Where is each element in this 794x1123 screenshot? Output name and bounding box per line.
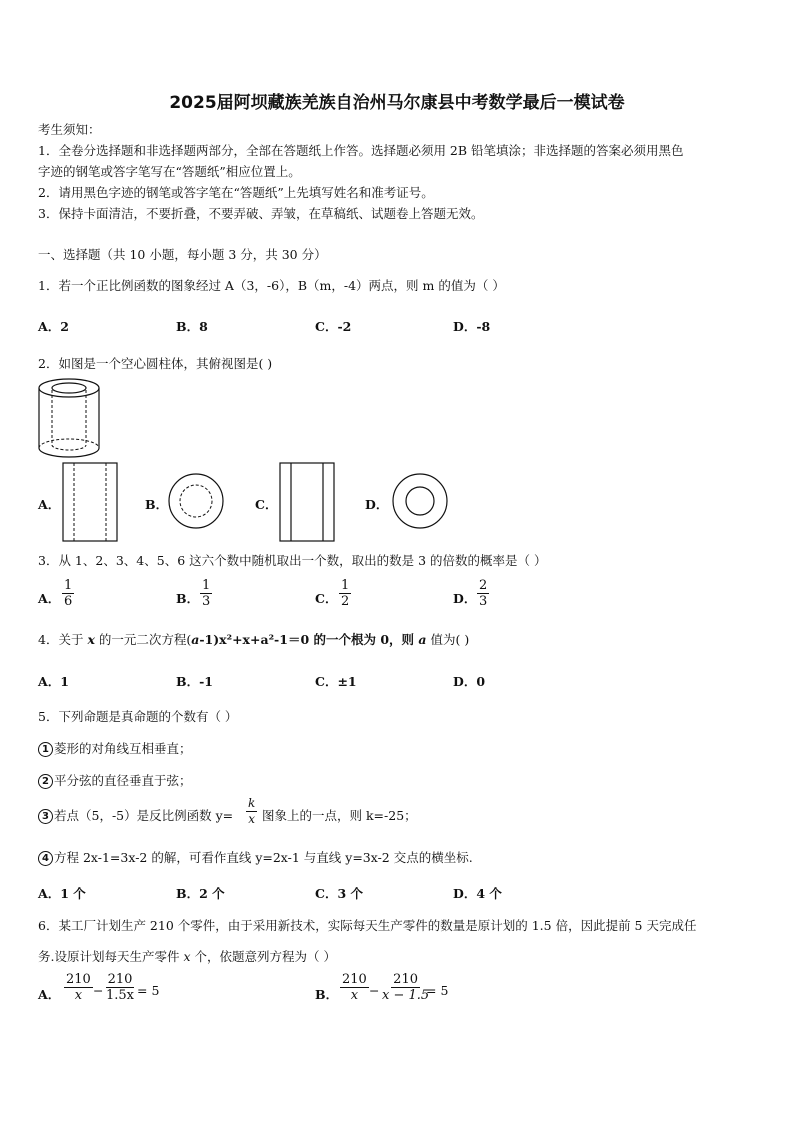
circled-number-icon: 1 [38,742,53,757]
q2-option-c-label[interactable]: C． [255,497,278,512]
q5-statement-3-post: 图象上的一点，则 k=-25； [262,808,417,823]
fraction-denominator: 3 [479,594,488,609]
question-1-stem: 1．若一个正比例函数的图象经过 A（3，-6），B（m，-4）两点，则 m 的值为（ ） [38,278,505,293]
q6-option-b-fraction-1[interactable] [340,972,369,1003]
section-heading: 一、选择题（共 10 小题，每小题 3 分，共 30 分） [38,247,327,262]
fraction-denominator: 6 [64,594,73,609]
fraction-denominator: 2 [341,594,350,609]
q2-option-d-figure[interactable] [391,472,449,530]
q2-option-b-label[interactable]: B． [145,497,169,512]
q4-stem-pre: 4．关于 [38,632,88,647]
fraction-numerator: 210 [342,972,367,987]
q2-option-c-figure[interactable] [279,462,335,542]
fraction-denominator: 1.5x [106,988,135,1003]
q6-option-b-rhs: = 5 [426,983,449,998]
fraction-numerator: 1 [202,578,211,593]
question-6-stem-line-2 [38,947,336,965]
question-6-stem-line-1: 6．某工厂计划生产 210 个零件，由于采用新技术，实际每天生产零件的数量是原计划的 1.5 倍，因此提前 5 天完成任 [38,918,697,933]
q2-option-a-figure[interactable] [62,462,118,542]
fraction-numerator: 210 [393,972,418,987]
q6-stem2-post: 个，依题意列方程为（ ） [190,949,336,964]
q3-option-d-fraction[interactable] [477,578,489,609]
q6-option-b-fraction-2[interactable] [380,972,431,1003]
notice-line-3: 3．保持卡面清洁，不要折叠，不要弄破、弄皱，在草稿纸、试题卷上答题无效。 [38,206,484,221]
q4-stem-variable-x: x [87,632,95,647]
q5-statement-3-pre: 若点（5，-5）是反比例函数 y= [54,808,234,823]
question-5-stem: 5．下列命题是真命题的个数有（ ） [38,709,238,724]
question-3-stem: 3．从 1、2、3、4、5、6 这六个数中随机取出一个数，取出的数是 3 的倍数的概率是（ ） [38,553,547,568]
q2-option-a-label[interactable]: A． [38,497,61,512]
notice-line-2: 2．请用黑色字迹的钢笔或答字笔在“答题纸”上先填写姓名和准考证号。 [38,185,434,200]
fraction-numerator: 1 [341,578,350,593]
q3-option-d-label[interactable]: D． [453,591,477,606]
q5-statement-2-text: 平分弦的直径垂直于弦； [54,773,192,788]
minus-sign: − [93,983,104,998]
question-2-stem: 2．如图是一个空心圆柱体，其俯视图是( ) [38,356,273,371]
q4-stem-mid: 的一元二次方程( [94,632,192,647]
notice-heading: 考生须知： [38,122,101,137]
q4-stem-post: 值为( ) [426,632,470,647]
circled-number-icon: 4 [38,851,53,866]
q6-option-b-label[interactable]: B． [315,987,339,1002]
q6-option-a-label[interactable]: A． [38,987,61,1002]
q4-option-d[interactable]: D．0 [453,674,486,689]
q6-option-a-fraction-2[interactable] [104,972,136,1003]
q5-option-b[interactable]: B．2 个 [176,886,225,901]
minus-sign: − [369,983,380,998]
q4-option-c[interactable]: C．±1 [315,674,357,689]
q4-option-b[interactable]: B．-1 [176,674,213,689]
q4-stem-equation: -1)x²+x+a²-1＝0 的一个根为 0，则 [199,632,419,647]
fraction-denominator: x [248,812,256,826]
q5-statement-2 [38,771,192,789]
q2-option-d-label[interactable]: D． [365,497,389,512]
q4-stem-variable-a2: a [418,632,427,647]
q5-statement-3-fraction [246,796,257,827]
q5-option-a[interactable]: A．1 个 [38,886,86,901]
circled-number-icon: 2 [38,774,53,789]
fraction-numerator: 210 [107,972,133,987]
fraction-denominator: x [350,988,359,1003]
q1-option-d[interactable]: D．-8 [453,319,491,334]
q6-option-a-fraction-1[interactable] [64,972,93,1003]
question-4-stem [38,630,469,648]
q5-statement-1-text: 菱形的对角线互相垂直； [54,741,192,756]
q4-option-a[interactable]: A．1 [38,674,69,689]
q1-option-c[interactable]: C．-2 [315,319,352,334]
fraction-numerator: 2 [479,578,488,593]
circled-number-icon: 3 [38,809,53,824]
q5-statement-4 [38,848,473,866]
q4-stem-variable-a: a [191,632,200,647]
q1-option-a[interactable]: A．2 [38,319,69,334]
q5-statement-1 [38,739,192,757]
q6-stem2-pre: 务.设原计划每天生产零件 [38,949,184,964]
fraction-numerator: k [248,796,256,810]
notice-line-1b: 字迹的钢笔或答字笔写在“答题纸”相应位置上。 [38,164,301,179]
q3-option-b-fraction[interactable] [200,578,212,609]
q6-option-a-rhs: = 5 [137,983,160,998]
fraction-denominator: 3 [202,594,211,609]
q3-option-c-fraction[interactable] [339,578,351,609]
notice-line-1a: 1．全卷分选择题和非选择题两部分，全部在答题纸上作答。选择题必须用 2B 铅笔填涂；非选择题的答案必须用黑色 [38,143,684,158]
q5-option-d[interactable]: D．4 个 [453,886,502,901]
fraction-denominator: x [74,988,83,1003]
q3-option-a-fraction[interactable] [62,578,74,609]
q6-stem2-variable-x: x [183,949,191,964]
fraction-numerator: 1 [64,578,73,593]
q3-option-c-label[interactable]: C． [315,591,338,606]
q3-option-b-label[interactable]: B． [176,591,200,606]
q3-option-a-label[interactable]: A． [38,591,61,606]
hollow-cylinder-figure [36,376,102,462]
page-title: 2025届阿坝藏族羌族自治州马尔康县中考数学最后一模试卷 [169,93,625,113]
fraction-denominator: x − 1.5 [382,988,430,1003]
q2-option-b-figure[interactable] [167,472,225,530]
fraction-numerator: 210 [66,972,91,987]
q1-option-b[interactable]: B．8 [176,319,208,334]
q5-statement-4-text: 方程 2x-1=3x-2 的解，可看作直线 y=2x-1 与直线 y=3x-2 交点的横坐标. [54,850,473,865]
q5-option-c[interactable]: C．3 个 [315,886,363,901]
q5-statement-3 [38,806,233,824]
